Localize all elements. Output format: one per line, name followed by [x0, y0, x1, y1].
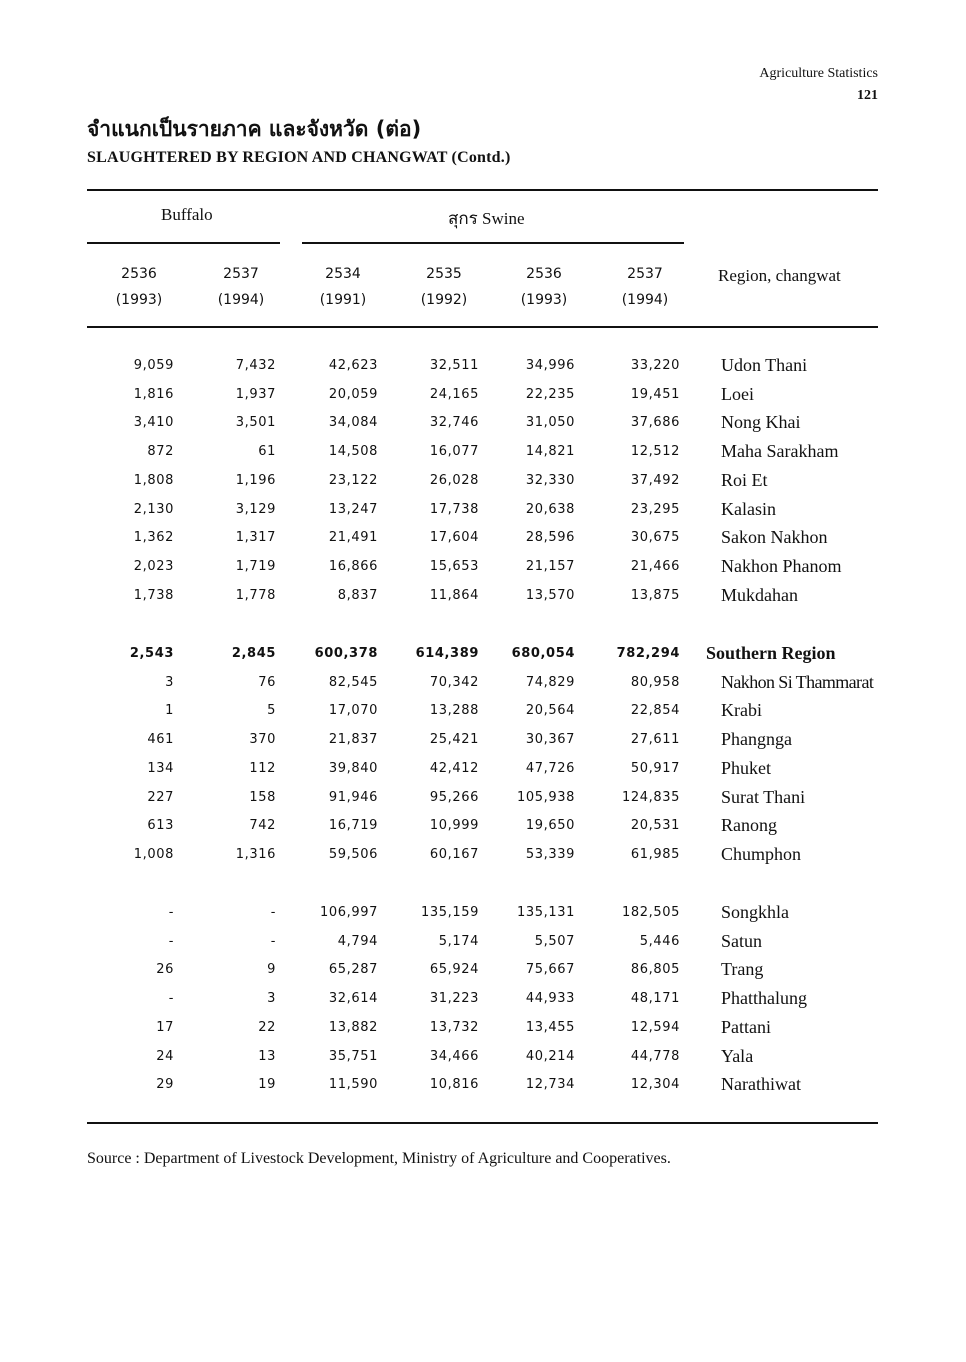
table-cell: -: [168, 991, 174, 1007]
table-cell: 20,531: [630, 818, 680, 834]
table-cell: 13,882: [328, 1019, 378, 1035]
table-cell: 1,808: [133, 472, 174, 488]
table-cell: 2,130: [133, 501, 174, 517]
running-title: Agriculture Statistics: [759, 66, 878, 81]
table-cell: 12,734: [525, 1077, 575, 1093]
header-bottom-rule: [87, 326, 878, 328]
table-cell: 61,985: [630, 846, 680, 862]
table-cell: 17: [156, 1019, 174, 1035]
changwat-name: Nong Khai: [721, 412, 801, 433]
table-cell: 23,295: [630, 501, 680, 517]
table-cell: 1,816: [133, 386, 174, 402]
table-cell: 1: [165, 703, 174, 719]
table-cell: 13,455: [525, 1019, 575, 1035]
column-header: [399, 266, 489, 308]
column-header: [499, 266, 589, 308]
table-cell: 2,023: [133, 558, 174, 574]
table-cell: 28,596: [525, 530, 575, 546]
table-cell: 10,999: [429, 818, 479, 834]
table-cell: 59,506: [328, 846, 378, 862]
table-cell: 34,084: [328, 415, 378, 431]
running-head: [759, 66, 878, 104]
table-cell: 20,059: [328, 386, 378, 402]
table-cell: 27,611: [630, 732, 680, 748]
table-cell: 32,746: [429, 415, 479, 431]
table-cell: 600,378: [314, 646, 378, 661]
table-cell: 26,028: [429, 472, 479, 488]
column-year-ce: (1994): [217, 292, 265, 308]
table-cell: 22,235: [525, 386, 575, 402]
table-cell: 1,196: [235, 472, 276, 488]
table-cell: 32,511: [429, 358, 479, 373]
changwat-name: Satun: [721, 930, 763, 951]
column-year: 2536: [121, 266, 157, 282]
table-cell: 23,122: [328, 472, 378, 488]
table-cell: 1,738: [133, 587, 174, 603]
changwat-name: Sakon Nakhon: [721, 527, 828, 548]
table-cell: 24,165: [429, 386, 479, 402]
table-cell: 24: [156, 1048, 174, 1064]
changwat-name: Narathiwat: [721, 1074, 801, 1095]
column-year-ce: (1992): [420, 292, 468, 308]
table-cell: -: [270, 905, 276, 920]
table-cell: 134: [147, 760, 174, 776]
table-cell: 34,466: [429, 1048, 479, 1064]
table-cell: 1,719: [235, 558, 276, 574]
table-cell: 70,342: [429, 674, 479, 690]
table-cell: 95,266: [429, 789, 479, 805]
changwat-name: Mukdahan: [721, 584, 798, 605]
changwat-name: Phangnga: [721, 729, 792, 750]
table-cell: 65,924: [429, 962, 479, 978]
table-cell: 26: [156, 962, 174, 978]
changwat-name: Kalasin: [721, 498, 776, 519]
table-cell: 17,604: [429, 530, 479, 546]
table-cell: 76: [258, 674, 276, 690]
table-cell: 15,653: [429, 558, 479, 574]
column-year: 2536: [526, 266, 562, 282]
changwat-name: Maha Sarakham: [721, 441, 839, 462]
changwat-name: Surat Thani: [721, 786, 806, 807]
table-cell: 40,214: [525, 1048, 575, 1064]
table-cell: 9: [267, 962, 276, 978]
table-cell: 86,805: [630, 962, 680, 978]
table-cell: 13,247: [328, 501, 378, 517]
table-cell: 34,996: [525, 358, 575, 373]
changwat-name: Krabi: [721, 700, 762, 721]
thai-title: จำแนกเป็นรายภาค และจังหวัด (ต่อ): [87, 117, 422, 141]
table-cell: 13,288: [429, 703, 479, 719]
table-cell: 12,512: [630, 444, 680, 460]
table-cell: 112: [249, 760, 276, 776]
table-cell: 5,174: [438, 933, 479, 949]
column-header: [196, 266, 286, 308]
table-cell: 21,157: [525, 558, 575, 574]
column-header: [94, 266, 184, 308]
table-cell: 1,362: [133, 530, 174, 546]
table-cell: 31,050: [525, 415, 575, 431]
table-cell: 742: [249, 818, 276, 834]
table-cell: 74,829: [525, 674, 575, 690]
table-cell: 13,570: [525, 587, 575, 603]
column-year: 2534: [325, 266, 361, 282]
table-cell: 5: [267, 703, 276, 719]
table-cell: 3,501: [235, 415, 276, 431]
column-year-ce: (1993): [115, 292, 163, 308]
table-cell: 9,059: [133, 358, 174, 373]
table-cell: 614,389: [415, 646, 479, 661]
changwat-name: Ranong: [721, 815, 777, 836]
table-cell: 16,719: [328, 818, 378, 834]
table-cell: 33,220: [630, 358, 680, 373]
region-total-name: Southern Region: [706, 643, 836, 663]
table-cell: 44,933: [525, 991, 575, 1007]
changwat-name: Loei: [721, 383, 754, 404]
column-year-ce: (1994): [621, 292, 669, 308]
column-year-ce: (1993): [520, 292, 568, 308]
changwat-name: Pattani: [721, 1016, 771, 1037]
table-cell: 30,675: [630, 530, 680, 546]
table-cell: 14,821: [525, 444, 575, 460]
changwat-name: Udon Thani: [721, 355, 808, 375]
table-cell: 13,732: [429, 1019, 479, 1035]
table-cell: 35,751: [328, 1048, 378, 1064]
table-cell: 31,223: [429, 991, 479, 1007]
table-cell: 65,287: [328, 962, 378, 978]
table-cell: 20,564: [525, 703, 575, 719]
page-number: 121: [857, 88, 878, 103]
table-cell: 16,866: [328, 558, 378, 574]
table-cell: 14,508: [328, 444, 378, 460]
table-cell: 37,686: [630, 415, 680, 431]
table-cell: 80,958: [630, 674, 680, 690]
table-cell: 91,946: [328, 789, 378, 805]
column-header: [600, 266, 690, 308]
changwat-name: Songkhla: [721, 902, 790, 922]
table-cell: 17,738: [429, 501, 479, 517]
table-cell: 158: [249, 789, 276, 805]
table-cell: 135,131: [517, 905, 575, 920]
table-cell: -: [168, 905, 174, 920]
region-column-header: Region, changwat: [718, 266, 841, 285]
buffalo-group-rule: [87, 242, 280, 244]
table-cell: 182,505: [622, 905, 680, 920]
table-cell: 3: [267, 991, 276, 1007]
table-cell: 13: [258, 1048, 276, 1064]
table-cell: 21,491: [328, 530, 378, 546]
table-cell: 7,432: [235, 358, 276, 373]
column-year: 2537: [627, 266, 663, 282]
table-cell: 227: [147, 789, 174, 805]
table-cell: 13,875: [630, 587, 680, 603]
table-cell: 106,997: [320, 905, 378, 920]
table-cell: 53,339: [525, 846, 575, 862]
changwat-name: Yala: [721, 1045, 754, 1066]
table-cell: 22,854: [630, 703, 680, 719]
column-header: [298, 266, 388, 308]
table-cell: 61: [258, 444, 276, 460]
table-cell: 37,492: [630, 472, 680, 488]
column-year-ce: (1991): [319, 292, 367, 308]
table-cell: 1,778: [235, 587, 276, 603]
changwat-name: Chumphon: [721, 843, 802, 864]
table-cell: 5,446: [639, 933, 680, 949]
table-cell: 370: [249, 732, 276, 748]
table-cell: 47,726: [525, 760, 575, 776]
table-cell: 613: [147, 818, 174, 834]
table-cell: 2,845: [231, 646, 276, 661]
table-cell: 32,330: [525, 472, 575, 488]
table-cell: 17,070: [328, 703, 378, 719]
table-cell: 124,835: [622, 789, 680, 805]
table-cell: 461: [147, 732, 174, 748]
table-cell: 39,840: [328, 760, 378, 776]
table-cell: -: [270, 933, 276, 949]
table-cell: 2,543: [129, 646, 174, 661]
english-title: SLAUGHTERED BY REGION AND CHANGWAT (Contd.): [87, 149, 511, 166]
table-bottom-rule: [87, 1122, 878, 1124]
table-cell: 82,545: [328, 674, 378, 690]
table-cell: 782,294: [616, 646, 680, 661]
table-cell: 60,167: [429, 846, 479, 862]
table-cell: 4,794: [337, 933, 378, 949]
table-cell: 44,778: [630, 1048, 680, 1064]
changwat-name: Roi Et: [721, 469, 768, 490]
table-cell: 1,317: [235, 530, 276, 546]
table-cell: 21,466: [630, 558, 680, 574]
changwat-name: Phuket: [721, 757, 772, 778]
table-cell: 48,171: [630, 991, 680, 1007]
swine-group-rule: [302, 242, 684, 244]
source-note: Source : Department of Livestock Development, Ministry of Agriculture and Cooperatives.: [87, 1150, 671, 1167]
table-cell: 10,816: [429, 1077, 479, 1093]
table-cell: 11,590: [328, 1077, 378, 1093]
changwat-name: Trang: [721, 959, 764, 980]
table-cell: 20,638: [525, 501, 575, 517]
table-cell: 42,623: [328, 358, 378, 373]
table-cell: 8,837: [337, 587, 378, 603]
table-cell: 42,412: [429, 760, 479, 776]
group-header-swine: สุกร Swine: [448, 209, 525, 228]
table-cell: 75,667: [525, 962, 575, 978]
table-cell: 1,316: [235, 846, 276, 862]
changwat-name: Phatthalung: [721, 988, 807, 1009]
table-cell: 19,451: [630, 386, 680, 402]
table-cell: 16,077: [429, 444, 479, 460]
table-cell: 3,129: [235, 501, 276, 517]
table-cell: 11,864: [429, 587, 479, 603]
table-cell: 3,410: [133, 415, 174, 431]
table-cell: 135,159: [421, 905, 479, 920]
table-cell: 872: [147, 444, 174, 460]
table-cell: 19,650: [525, 818, 575, 834]
table-cell: -: [168, 933, 174, 949]
table-cell: 22: [258, 1019, 276, 1035]
table-cell: 12,594: [630, 1019, 680, 1035]
table-cell: 21,837: [328, 732, 378, 748]
table-cell: 680,054: [511, 646, 575, 661]
column-year: 2535: [426, 266, 462, 282]
table-top-rule: [87, 189, 878, 191]
table-cell: 29: [156, 1077, 174, 1093]
changwat-name: Nakhon Phanom: [721, 555, 842, 576]
table-cell: 5,507: [534, 933, 575, 949]
table-cell: 12,304: [630, 1077, 680, 1093]
table-cell: 30,367: [525, 732, 575, 748]
table-cell: 3: [165, 674, 174, 690]
column-year: 2537: [223, 266, 259, 282]
changwat-name: Nakhon Si Thammarat: [721, 671, 874, 692]
group-header-buffalo: Buffalo: [161, 205, 213, 224]
table-cell: 1,008: [133, 846, 174, 862]
table-cell: 1,937: [235, 386, 276, 402]
table-cell: 105,938: [517, 789, 575, 805]
table-cell: 50,917: [630, 760, 680, 776]
table-cell: 32,614: [328, 991, 378, 1007]
table-cell: 25,421: [429, 732, 479, 748]
table-cell: 19: [258, 1077, 276, 1093]
